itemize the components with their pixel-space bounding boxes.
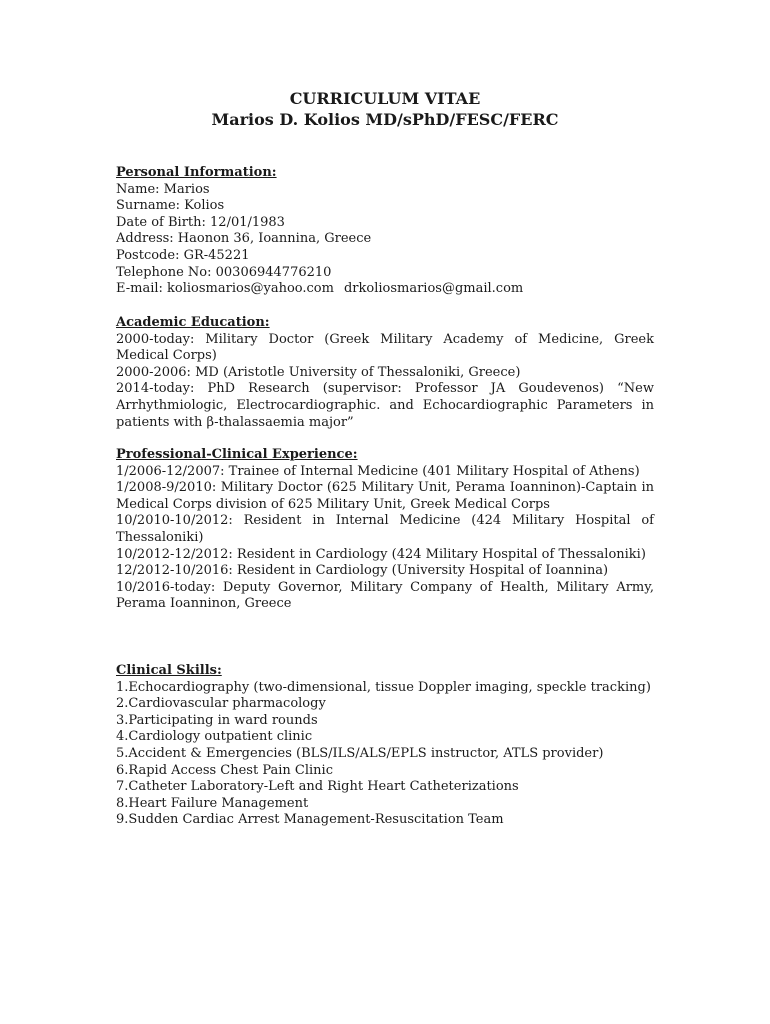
cv-page <box>116 88 654 828</box>
personal-postcode: Postcode: GR-45221 <box>116 247 250 263</box>
professional-experience-heading: Professional-Clinical Experience: <box>116 447 358 462</box>
email-secondary: drkoliosmarios@gmail.com <box>343 281 524 297</box>
personal-dob: Date of Birth: 12/01/1983 <box>116 214 285 230</box>
experience-entry: 12/2012-10/2016: Resident in Cardiology (University Hospital of Ioannina) <box>116 563 609 579</box>
skill-item: 6.Rapid Access Chest Pain Clinic <box>116 762 333 778</box>
clinical-skills-section <box>116 663 654 829</box>
experience-entry: 10/2012-12/2012: Resident in Cardiology (424 Military Hospital of Thessaloniki) <box>116 546 646 562</box>
personal-email <box>116 281 654 298</box>
professional-experience-section <box>116 447 654 613</box>
academic-entry: 2000-today: Military Doctor (Greek Military Academy of Medicine, Greek Medical Corps) <box>116 331 654 364</box>
personal-surname: Surname: Kolios <box>116 198 225 214</box>
academic-education-heading: Academic Education: <box>116 315 270 330</box>
skill-item: 7.Catheter Laboratory-Left and Right Heart Catheterizations <box>116 779 519 795</box>
academic-entry: 2000-2006: MD (Aristotle University of Thessaloniki, Greece) <box>116 364 521 380</box>
skill-item: 4.Cardiology outpatient clinic <box>116 729 313 745</box>
experience-entry: 1/2008-9/2010: Military Doctor (625 Military Unit, Perama Ioanninon)-Captain in Medical Corps division of 625 Military Unit, Greek Medical Corps <box>116 480 654 512</box>
clinical-skills-heading: Clinical Skills: <box>116 663 222 678</box>
personal-information-section <box>116 165 654 298</box>
academic-entry: 2014-today: PhD Research (supervisor: Professor JA Goudevenos) “New Arrhythmiologic, Electrocardiographic. and Echocardiographic Parameters in patients with β-thalassaemia major” <box>116 381 654 430</box>
academic-education-section <box>116 315 654 431</box>
experience-entry: 10/2010-10/2012: Resident in Internal Medicine (424 Military Hospital of Thessaloniki) <box>116 513 654 545</box>
skill-item: 8.Heart Failure Management <box>116 795 309 811</box>
personal-telephone: Telephone No: 00306944776210 <box>116 264 332 280</box>
skill-item: 1.Echocardiography (two-dimensional, tissue Doppler imaging, speckle tracking) <box>116 679 651 695</box>
personal-information-heading: Personal Information: <box>116 165 277 180</box>
document-title: CURRICULUM VITAE <box>289 89 481 108</box>
experience-entry: 1/2006-12/2007: Trainee of Internal Medicine (401 Military Hospital of Athens) <box>116 463 640 479</box>
personal-name: Name: Marios <box>116 181 210 197</box>
email-primary: E-mail: koliosmarios@yahoo.com <box>116 281 334 297</box>
person-name-title: Marios D. Kolios MD/sPhD/FESC/FERC <box>211 110 559 129</box>
skill-item: 9.Sudden Cardiac Arrest Management-Resuscitation Team <box>116 812 504 828</box>
skill-item: 5.Accident & Emergencies (BLS/ILS/ALS/EPLS instructor, ATLS provider) <box>116 745 604 761</box>
personal-address: Address: Haonon 36, Ioannina, Greece <box>116 231 372 247</box>
skill-item: 2.Cardiovascular pharmacology <box>116 696 326 712</box>
experience-entry: 10/2016-today: Deputy Governor, Military Company of Health, Military Army, Perama Ioanninon, Greece <box>116 579 654 612</box>
skill-item: 3.Participating in ward rounds <box>116 712 318 728</box>
